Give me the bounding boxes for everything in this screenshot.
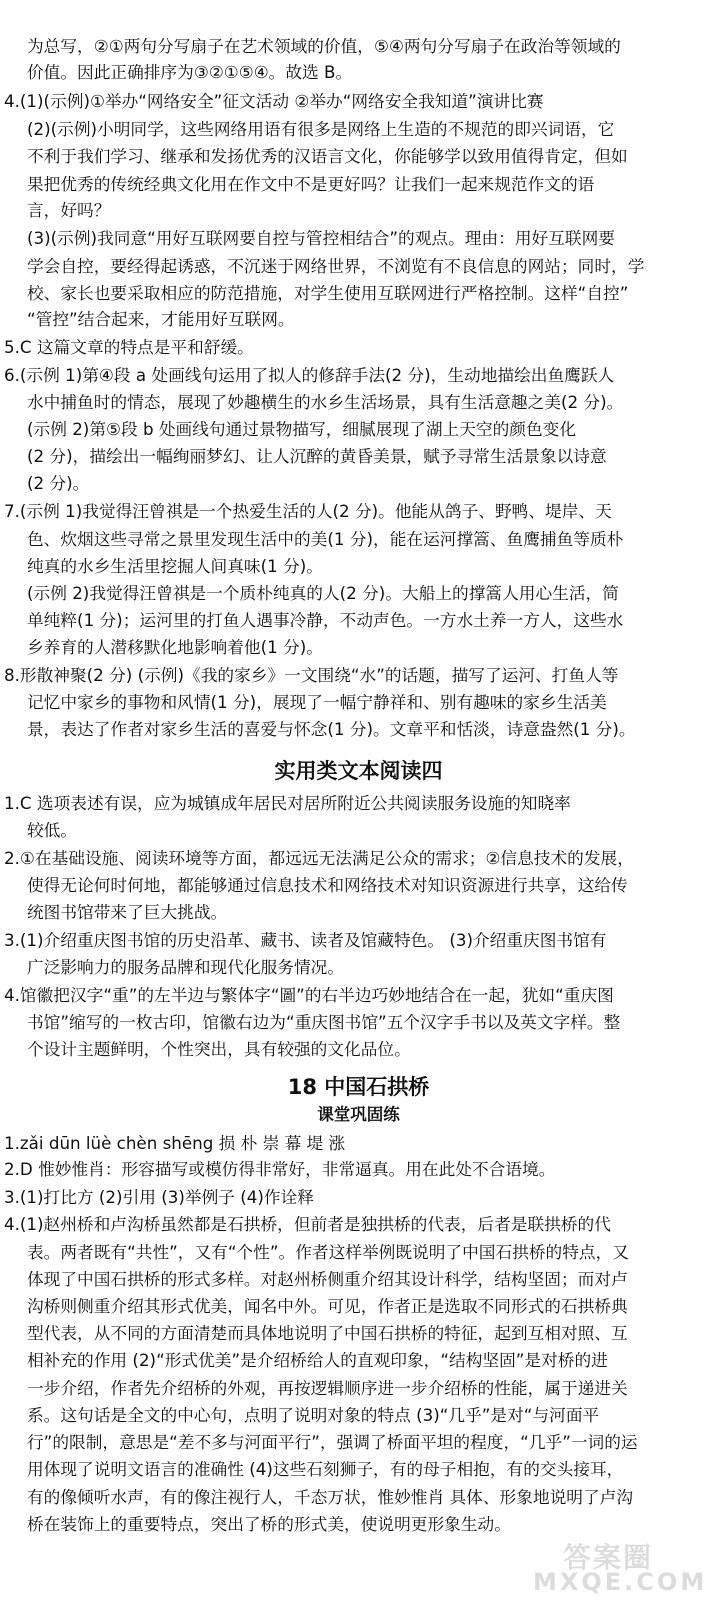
text-line: 有的像倾听水声，有的像注视行人，千态万状，惟妙惟肖 具体、形象地说明了卢沟 [27,1487,634,1507]
text-line: 色、炊烟这些寻常之景里发现生活中的美(1 分)，能在运河撑篙、鱼鹰捕鱼等质朴 [27,529,624,549]
watermark-logo: 答案圈 [563,1541,654,1574]
watermark-url: MXQE.COM [533,1568,708,1596]
text-line: 使得无论何时何地，都能够通过信息技术和网络技术对知识资源进行共享，这给传 [27,875,628,895]
text-line: 表。两者既有“共性”，又有“个性”。作者这样举例既说明了中国石拱桥的特点，又 [27,1242,629,1262]
text-line: 相补充的作用 (2)“形式优美”是介绍桥给人的直观印象，“结构坚固”是对桥的进 [27,1350,608,1370]
text-line: 4.(1)(示例)①举办“网络安全”征文活动 ②举办“网络安全我知道”演讲比赛 [4,91,544,111]
text-line: (2 分)。 [27,473,90,493]
text-line: 5.C 这篇文章的特点是平和舒缓。 [4,337,254,357]
section-title: 实用类文本阅读四 [274,759,443,783]
text-line: 价值。因此正确排序为③②①⑤④。故选 B。 [27,62,353,82]
text-line: 校、家长也要采取相应的防范措施，对学生使用互联网进行严格控制。这样“自控” [27,283,629,303]
text-line: 为总写，②①两句分写扇子在艺术领域的价值，⑤④两句分写扇子在政治等领域的 [27,36,621,56]
text-line: 记忆中家乡的事物和风情(1 分)，展现了一幅宁静祥和、别有趣味的家乡生活美 [27,692,607,712]
text-line: 统图书馆带来了巨大挑战。 [27,902,228,922]
text-line: 景，表达了作者对家乡生活的喜爱与怀念(1 分)。文章平和恬淡，诗意盎然(1 分)。 [27,719,636,739]
text-line: (3)(示例)我同意“用好互联网要自控与管控相结合”的观点。理由：用好互联网要 [27,228,615,248]
text-line: (2 分)，描绘出一幅绚丽梦幻、让人沉醉的黄昏美景，赋予寻常生活景象以诗意 [27,446,607,466]
text-line: 体现了中国石拱桥的形式多样。对赵州桥侧重介绍其设计科学，结构坚固；而对卢 [27,1269,628,1289]
text-line: 7.(示例 1)我觉得汪曾祺是一个热爱生活的人(2 分)。他能从鸽子、野鸭、堤岸、天 [4,501,612,521]
text-line: 3.(1)介绍重庆图书馆的历史沿革、藏书、读者及馆藏特色。 (3)介绍重庆图书馆有 [4,930,607,950]
text-line: (2)(示例)小明同学，这些网络用语有很多是网络上生造的不规范的即兴词语，它 [27,119,615,139]
text-line: 2.D 惟妙惟肖：形容描写或模仿得非常好，非常逼真。用在此处不合语境。 [4,1159,556,1179]
pinyin-line: 1.zǎi dūn lüè chèn shēng 损 朴 崇 幕 堤 涨 [4,1133,346,1153]
text-line: 纯真的水乡生活里挖掘人间真味(1 分)。 [27,556,323,576]
text-line: 一步介绍，作者先介绍桥的外观，再按逻辑顺序进一步介绍桥的性能，属于递进关 [27,1378,628,1398]
text-line: (示例 2)我觉得汪曾祺是一个质朴纯真的人(2 分)。大船上的撑篙人用心生活，简 [27,583,619,603]
text-line: 系。这句话是全文的中心句，点明了说明对象的特点 (3)“几乎”是对“与河面平 [27,1405,600,1425]
section-title: 18 中国石拱桥 [287,1075,430,1099]
text-line: 行”的限制，意思是“差不多与河面平行”，强调了桥面平坦的程度，“几乎”一词的运 [27,1432,638,1452]
text-line: 8.形散神聚(2 分) (示例)《我的家乡》一文围绕“水”的话题，描写了运河、打鱼人等 [4,665,619,685]
text-line: 3.(1)打比方 (2)引用 (3)举例子 (4)作诠释 [4,1187,314,1207]
text-line: 书馆”缩写的一枚古印，馆徽右边为“重庆图书馆”五个汉字手书以及英文字样。整 [27,1012,621,1032]
text-line: 6.(示例 1)第④段 a 处画线句运用了拟人的修辞手法(2 分)，生动地描绘出鱼鹰跃人 [4,365,615,385]
text-line: 不利于我们学习、继承和发扬优秀的汉语言文化，你能够学以致用值得肯定，但如 [27,146,628,166]
text-line: 单纯粹(1 分)；运河里的打鱼人遇事冷静，不动声色。一方水土养一方人，这些水 [27,610,624,630]
text-line: 言，好吗？ [27,200,111,220]
watermark [523,1536,713,1596]
text-line: 桥在装饰上的重要特点，突出了桥的形式美，使说明更形象生动。 [27,1514,511,1534]
text-line: “管控”结合起来，才能用好互联网。 [27,309,295,329]
text-line: 水中捕鱼时的情态，展现了妙趣横生的水乡生活场景，具有生活意趣之美(2 分)。 [27,392,624,412]
text-line: 2.①在基础设施、阅读环境等方面，都远远无法满足公众的需求；②信息技术的发展， [4,848,634,868]
text-line: 型代表，从不同的方面清楚而具体地说明了中国石拱桥的特征，起到互相对照、互 [27,1323,628,1343]
text-line: 1.C 选项表述有误，应为城镇成年居民对居所附近公共阅读服务设施的知晓率 [4,793,571,813]
text-line: 用体现了说明文语言的准确性 (4)这些石刻狮子，有的母子相抱，有的交头接耳， [27,1459,624,1479]
text-line: 果把优秀的传统经典文化用在作文中不是更好吗？让我们一起来规范作文的语 [27,174,595,194]
text-line: (示例 2)第⑤段 b 处画线句通过景物描写，细腻展现了湖上天空的颜色变化 [27,419,577,439]
text-line: 沟桥则侧重介绍其形式优美，闻名中外。可见，作者正是选取不同形式的石拱桥典 [27,1296,628,1316]
text-line: 乡养育的人潜移默化地影响着他(1 分)。 [27,637,323,657]
text-line: 4.馆徽把汉字“重”的左半边与繁体字“圖”的右半边巧妙地结合在一起，犹如“重庆图 [4,985,614,1005]
text-line: 学会自控，要经得起诱惑，不沉迷于网络世界，不浏览有不良信息的网站；同时，学 [27,256,645,276]
text-line: 较低。 [27,820,78,840]
text-line: 广泛影响力的服务品牌和现代化服务情况。 [27,957,345,977]
text-line: 个设计主题鲜明，个性突出，具有较强的文化品位。 [27,1039,411,1059]
section-subtitle: 课堂巩固练 [317,1105,400,1124]
text-line: 4.(1)赵州桥和卢沟桥虽然都是石拱桥，但前者是独拱桥的代表，后者是联拱桥的代 [4,1214,611,1234]
